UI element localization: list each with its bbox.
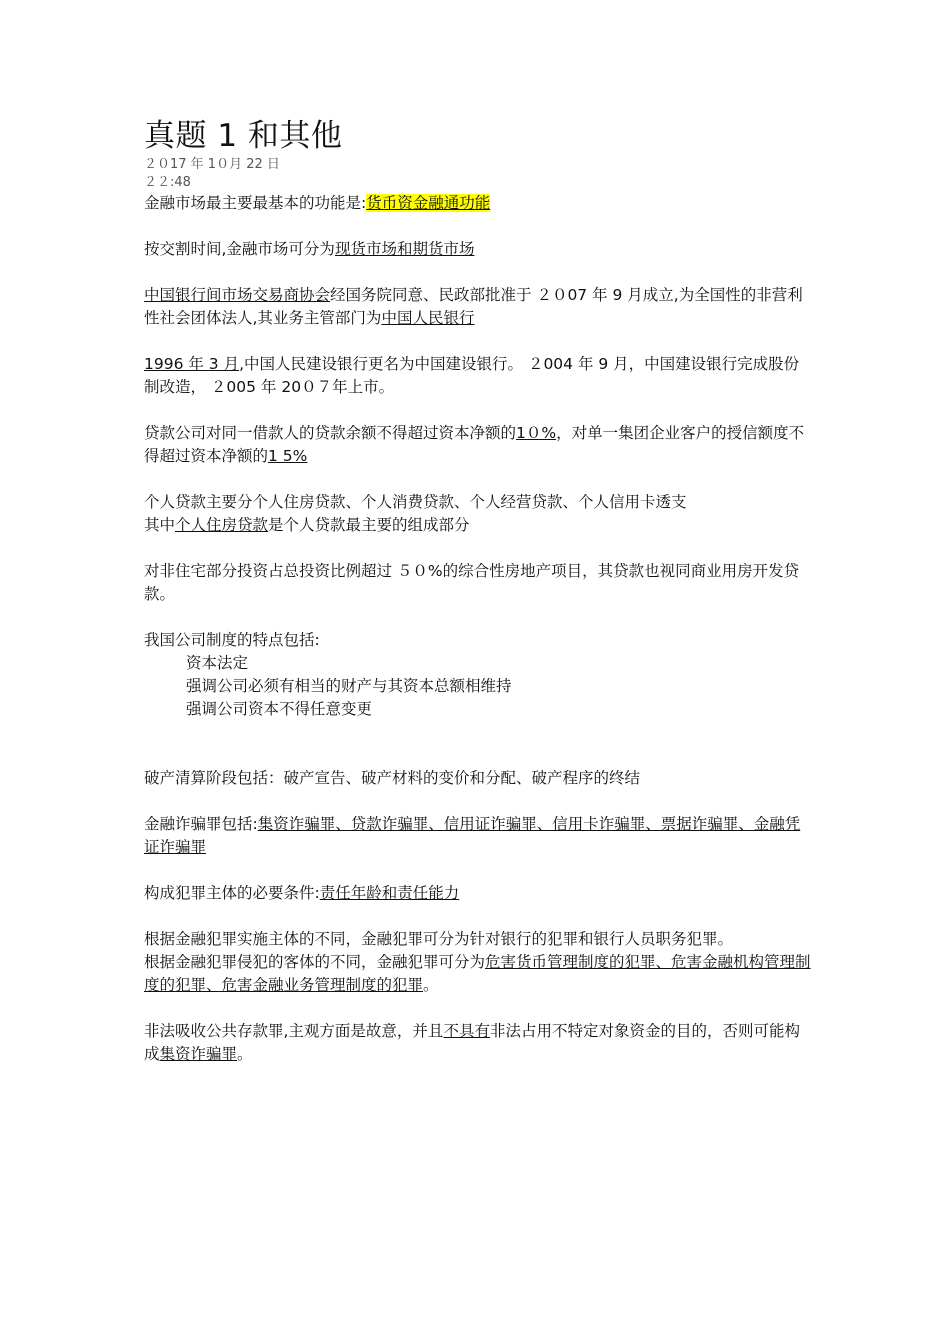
note-item-13: 非法吸收公共存款罪,主观方面是故意，并且不具有非法占用不特定对象资金的目的，否则可能构成集资诈骗罪。	[144, 1022, 800, 1063]
underlined-answer: 危害货币管理制度的犯罪、危害金融机构管理制度的犯罪、危害金融业务管理制度的犯罪	[144, 953, 811, 994]
underlined-answer: 中国人民银行	[381, 309, 475, 327]
note-item-7: 对非住宅部分投资占总投资比例超过 ５０%的综合性房地产项目，其贷款也视同商业用房开发贷款。	[144, 562, 800, 603]
note-item-8-heading: 我国公司制度的特点包括:	[144, 631, 320, 649]
underlined-org: 中国银行间市场交易商协会	[144, 286, 331, 304]
note-item-10: 金融诈骗罪包括:集资诈骗罪、贷款诈骗罪、信用证诈骗罪、信用卡诈骗罪、票据诈骗罪、金融凭证诈骗罪	[144, 815, 801, 856]
underlined-answer: 1 5%	[268, 447, 308, 465]
highlighted-answer: 货币资金融通功能	[366, 194, 491, 212]
note-item-5: 贷款公司对同一借款人的贷款余额不得超过资本净额的1０%，对单一集团企业客户的授信额度不得超过资本净额的1 5%	[144, 424, 805, 465]
underlined-answer: 集资诈骗罪、贷款诈骗罪、信用证诈骗罪、信用卡诈骗罪、票据诈骗罪、金融凭证诈骗罪	[144, 815, 801, 856]
note-item-1: 金融市场最主要最基本的功能是:货币资金融通功能	[144, 194, 491, 212]
note-item-11: 构成犯罪主体的必要条件:责任年龄和责任能力	[144, 884, 460, 902]
note-content	[144, 116, 814, 1066]
underlined-answer: 现货市场和期货市场	[334, 240, 475, 258]
list-item: 强调公司资本不得任意变更	[186, 700, 373, 718]
list-item: 强调公司必须有相当的财产与其资本总额相维持	[186, 677, 512, 695]
note-item-9: 破产清算阶段包括：破产宣告、破产材料的变价和分配、破产程序的终结	[144, 769, 641, 787]
underlined-answer: 集资诈骗罪	[159, 1045, 238, 1063]
underlined-answer: 责任年龄和责任能力	[319, 884, 460, 902]
underlined-phrase: 不具有	[443, 1022, 490, 1040]
note-time: ２２:48	[144, 175, 191, 190]
note-date: ２０17 年 1０月 22 日	[144, 157, 280, 172]
note-item-4: 1996 年 3 月,中国人民建设银行更名为中国建设银行。 ２004 年 9 月，中国建设银行完成股份制改造， ２005 年 20０７年上市。	[144, 355, 800, 396]
underlined-answer: 1０%	[516, 424, 557, 442]
list-item: 资本法定	[186, 654, 249, 672]
note-item-12: 根据金融犯罪实施主体的不同，金融犯罪可分为针对银行的犯罪和银行人员职务犯罪。 根据金融犯罪侵犯的客体的不同，金融犯罪可分为危害货币管理制度的犯罪、危害金融机构管理制度的犯罪、危害金融业务管理制度的犯罪。	[144, 930, 811, 994]
note-item-6: 个人贷款主要分个人住房贷款、个人消费贷款、个人经营贷款、个人信用卡透支 其中个人住房贷款是个人贷款最主要的组成部分	[144, 493, 687, 534]
page-title: 真题 1 和其他	[144, 118, 343, 154]
underlined-date: 1996 年 3 月	[144, 355, 240, 373]
note-item-2: 按交割时间,金融市场可分为现货市场和期货市场	[144, 240, 475, 258]
underlined-answer: 个人住房贷款	[175, 516, 269, 534]
note-item-3: 中国银行间市场交易商协会经国务院同意、民政部批准于 ２０07 年 9 月成立,为全国性的非营利性社会团体法人,其业务主管部门为中国人民银行	[144, 286, 803, 327]
